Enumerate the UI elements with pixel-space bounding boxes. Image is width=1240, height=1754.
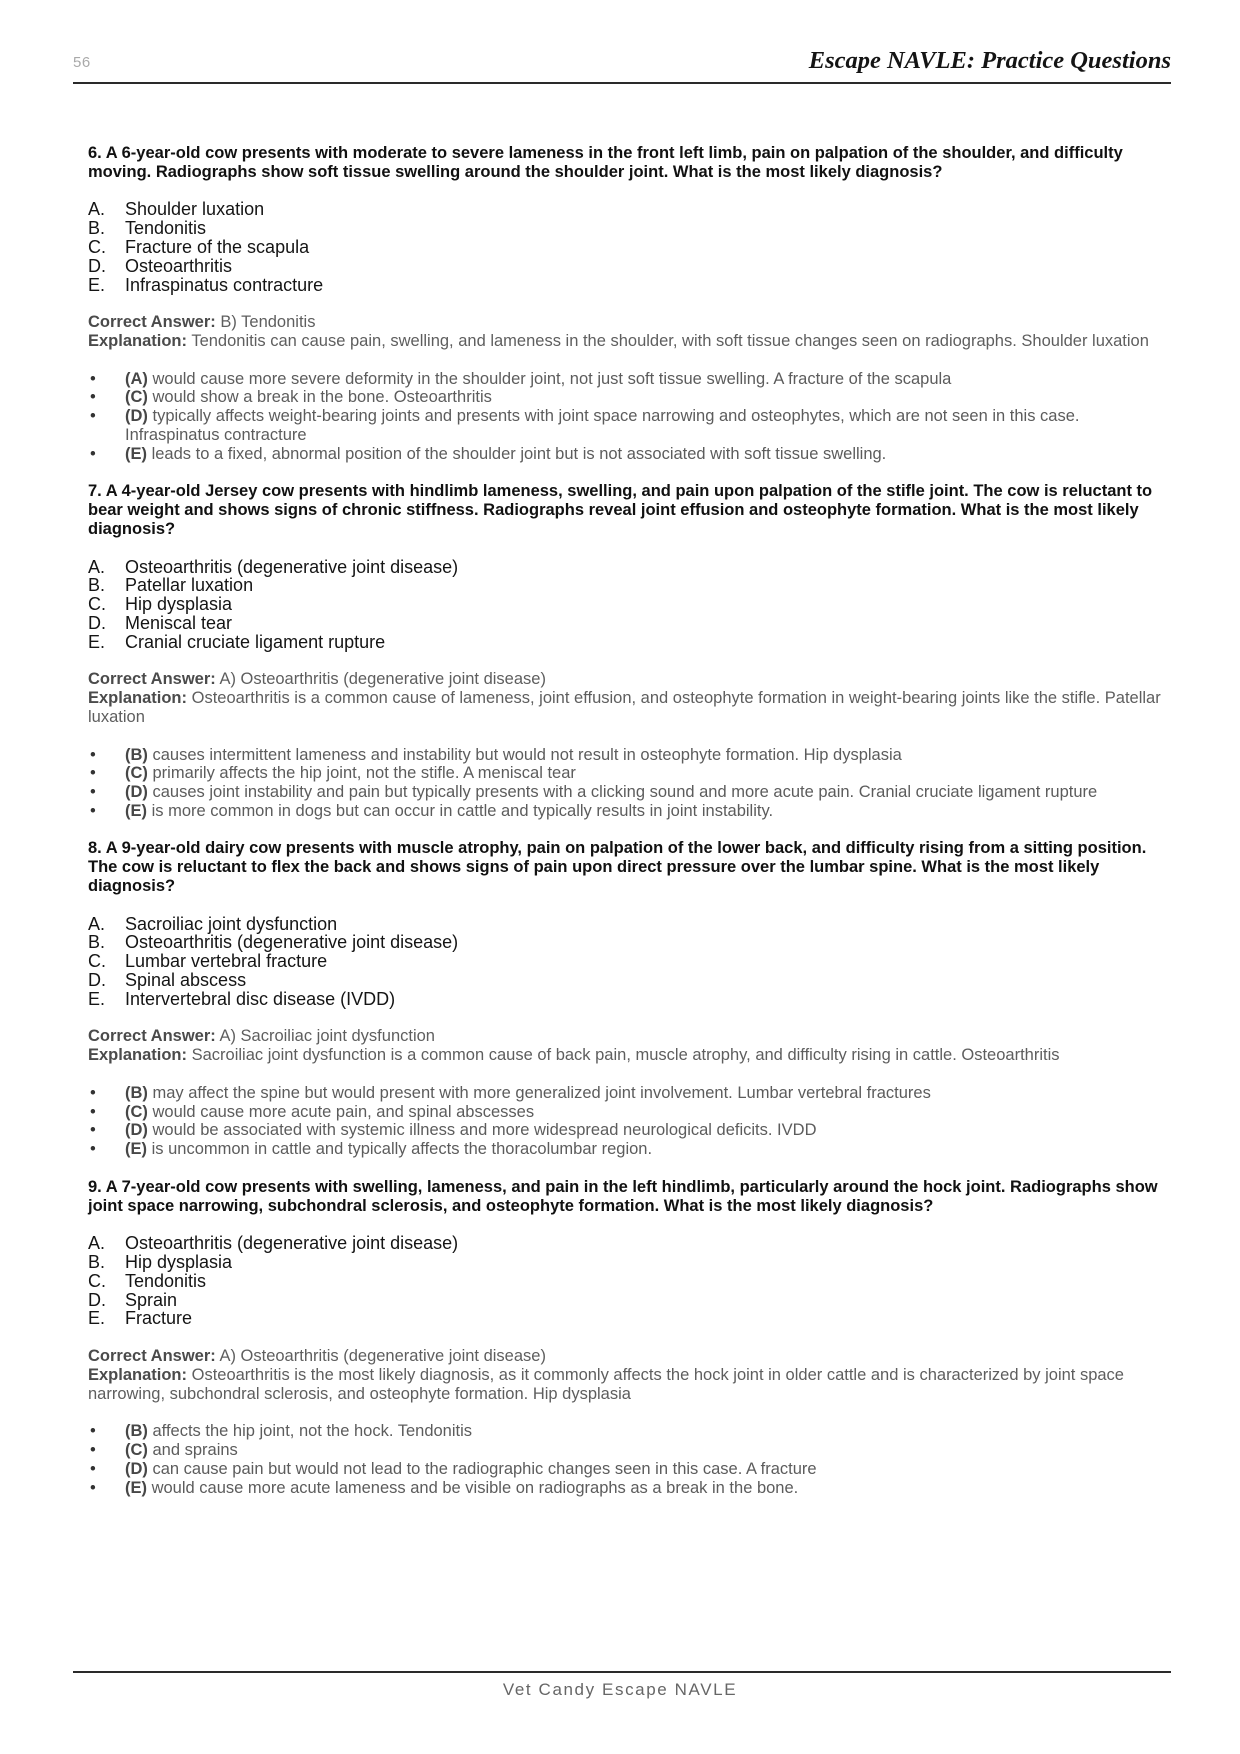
option-letter: E. [88,1308,106,1329]
option-letter: A. [88,913,106,934]
distractor-note [88,1460,1168,1479]
option-text: Osteoarthritis (degenerative joint disease) [125,1233,459,1254]
option-text: Shoulder luxation [125,199,265,220]
distractor-text: would cause more acute lameness and be visible on radiographs as a break in the bone. [151,1478,799,1497]
distractor-notes [88,370,1168,464]
correct-answer-value: A) Sacroiliac joint dysfunction [219,1027,435,1046]
distractor-key: (D) [125,407,148,426]
option-e [88,990,1168,1009]
option-text: Cranial cruciate ligament rupture [125,631,386,652]
distractor-note [88,1441,1168,1460]
footer-text: Vet Candy Escape NAVLE [502,1680,738,1699]
option-d [88,971,1168,990]
answer-options [88,200,1168,294]
option-c [88,595,1168,614]
distractor-text: would cause more acute pain, and spinal abscesses [152,1102,535,1121]
correct-answer [88,1027,1168,1046]
question-block [88,144,1168,464]
distractor-note [88,388,1168,407]
option-letter: E. [88,274,106,295]
option-b [88,576,1168,595]
distractor-text: causes intermittent lameness and instability but would not result in osteophyte formation. Hip dysplasia [152,745,902,764]
option-a [88,558,1168,577]
distractor-text: leads to a fixed, abnormal position of the shoulder joint but is not associated with soft tissue swelling. [151,444,887,463]
correct-answer-value: A) Osteoarthritis (degenerative joint disease) [219,670,546,689]
correct-answer [88,313,1168,332]
option-letter: A. [88,556,106,577]
option-letter: E. [88,631,106,652]
question-block [88,1178,1168,1498]
page-number: 56 [73,54,91,71]
distractor-text: would cause more severe deformity in the shoulder joint, not just soft tissue swelling. A fracture of the scapula [152,369,952,388]
question-block [88,839,1168,1159]
explanation [88,332,1168,351]
question-block [88,482,1168,820]
distractor-notes [88,746,1168,821]
distractor-note [88,1140,1168,1159]
distractor-text: would show a break in the bone. Osteoarthritis [152,388,492,407]
option-c [88,1272,1168,1291]
explanation-label: Explanation: [88,689,188,708]
option-a [88,200,1168,219]
distractor-key: (D) [125,1459,148,1478]
running-title: Escape NAVLE: Practice Questions [808,47,1171,74]
option-e [88,1309,1168,1328]
option-a [88,1234,1168,1253]
option-d [88,257,1168,276]
option-text: Meniscal tear [125,612,233,633]
distractor-key: (D) [125,783,148,802]
correct-answer [88,670,1168,689]
option-letter: A. [88,1233,106,1254]
answer-section [88,313,1168,351]
distractor-text: typically affects weight-bearing joints and presents with joint space narrowing and osteophytes, which are not seen in this case. Infraspinatus contracture [125,407,1080,444]
option-text: Tendonitis [125,1270,207,1291]
page-content [88,144,1168,1516]
option-letter: C. [88,594,106,615]
distractor-key: (C) [125,764,148,783]
option-text: Sprain [125,1289,178,1310]
header-divider [73,82,1171,84]
option-text: Intervertebral disc disease (IVDD) [125,988,396,1009]
answer-options [88,558,1168,652]
option-text: Infraspinatus contracture [125,274,324,295]
distractor-text: affects the hip joint, not the hock. Tendonitis [152,1422,473,1441]
option-e [88,633,1168,652]
distractor-key: (E) [125,801,147,820]
option-text: Osteoarthritis (degenerative joint disease) [125,556,459,577]
option-text: Osteoarthritis [125,255,233,276]
distractor-text: causes joint instability and pain but typically presents with a clicking sound and more acute pain. Cranial cruciate ligament rupture [152,783,1098,802]
answer-options [88,915,1168,1009]
option-letter: B. [88,1252,106,1273]
option-letter: E. [88,988,106,1009]
distractor-note [88,445,1168,464]
option-text: Lumbar vertebral fracture [125,951,328,972]
option-text: Fracture [125,1308,193,1329]
distractor-note [88,764,1168,783]
option-text: Hip dysplasia [125,594,233,615]
option-b [88,1253,1168,1272]
explanation-label: Explanation: [88,331,188,350]
distractor-text: may affect the spine but would present with more generalized joint involvement. Lumbar vertebral fractures [152,1083,931,1102]
distractor-key: (C) [125,388,148,407]
explanation-text: Tendonitis can cause pain, swelling, and lameness in the shoulder, with soft tissue changes seen on radiographs. Shoulder luxation [191,331,1149,350]
correct-answer-label: Correct Answer: [88,670,216,689]
distractor-text: primarily affects the hip joint, not the stifle. A meniscal tear [152,764,576,783]
explanation-label: Explanation: [88,1046,188,1065]
option-letter: B. [88,932,106,953]
distractor-note [88,1422,1168,1441]
distractor-key: (E) [125,444,147,463]
distractor-note [88,746,1168,765]
distractor-key: (D) [125,1121,148,1140]
distractor-key: (E) [125,1478,147,1497]
distractor-key: (B) [125,745,148,764]
option-text: Hip dysplasia [125,1252,233,1273]
option-letter: D. [88,255,106,276]
option-b [88,933,1168,952]
option-b [88,219,1168,238]
correct-answer-label: Correct Answer: [88,313,216,332]
question-text: 9. A 7-year-old cow presents with swelling, lameness, and pain in the left hindlimb, particularly around the hock joint. Radiographs show joint space narrowing, subchondral sclerosis, and osteophyte formation. What is the most likely diagnosis? [88,1177,1158,1215]
option-letter: A. [88,199,106,220]
distractor-text: is more common in dogs but can occur in cattle and typically results in joint instability. [151,801,774,820]
option-letter: D. [88,970,106,991]
correct-answer-value: B) Tendonitis [220,313,316,332]
distractor-key: (B) [125,1422,148,1441]
question-text: 8. A 9-year-old dairy cow presents with muscle atrophy, pain on palpation of the lower back, and difficulty rising from a sitting position. The cow is reluctant to flex the back and shows signs of pain upon direct pressure over the lumbar spine. What is the most likely diagnosis? [88,839,1147,896]
option-letter: D. [88,1289,106,1310]
option-text: Fracture of the scapula [125,236,310,257]
distractor-notes [88,1084,1168,1159]
option-d [88,1291,1168,1310]
option-text: Osteoarthritis (degenerative joint disease) [125,932,459,953]
correct-answer-label: Correct Answer: [88,1347,216,1365]
option-letter: C. [88,1270,106,1291]
distractor-text: and sprains [152,1440,238,1459]
correct-answer-value: A) Osteoarthritis (degenerative joint disease) [219,1347,546,1365]
distractor-text: can cause pain but would not lead to the radiographic changes seen in this case. A fracture [152,1459,817,1478]
option-e [88,276,1168,295]
footer-divider [73,1671,1171,1673]
distractor-note [88,1084,1168,1103]
explanation [88,689,1168,727]
explanation-text: Osteoarthritis is a common cause of lameness, joint effusion, and osteophyte formation in weight-bearing joints like the stifle. Patellar luxation [88,689,1161,726]
correct-answer [88,1347,1168,1366]
explanation-label: Explanation: [88,1365,188,1384]
explanation [88,1046,1168,1065]
answer-section [88,1027,1168,1065]
distractor-note [88,407,1168,445]
option-d [88,614,1168,633]
option-text: Patellar luxation [125,575,254,596]
option-letter: B. [88,575,106,596]
option-c [88,952,1168,971]
distractor-text: is uncommon in cattle and typically affects the thoracolumbar region. [151,1140,653,1159]
distractor-note [88,1479,1168,1498]
distractor-note [88,1103,1168,1122]
option-a [88,915,1168,934]
option-c [88,238,1168,257]
distractor-key: (B) [125,1083,148,1102]
option-text: Tendonitis [125,218,207,239]
option-text: Sacroiliac joint dysfunction [125,913,338,934]
distractor-note [88,783,1168,802]
distractor-text: would be associated with systemic illness and more widespread neurological deficits. IVDD [152,1121,817,1140]
answer-section [88,1347,1168,1403]
distractor-key: (E) [125,1140,147,1159]
distractor-note [88,370,1168,389]
distractor-notes [88,1422,1168,1497]
question-text: 6. A 6-year-old cow presents with moderate to severe lameness in the front left limb, pain on palpation of the shoulder, and difficulty moving. Radiographs show soft tissue swelling around the shoulder joint. What is the most likely diagnosis? [88,144,1123,181]
option-letter: B. [88,218,106,239]
option-letter: D. [88,612,106,633]
question-text: 7. A 4-year-old Jersey cow presents with hindlimb lameness, swelling, and pain upon palpation of the stifle joint. The cow is reluctant to bear weight and shows signs of chronic stiffness. Radiographs reveal joint effusion and osteophyte formation. What is the most likely diagnosis? [88,482,1153,538]
distractor-note [88,1121,1168,1140]
explanation-text: Osteoarthritis is the most likely diagnosis, as it commonly affects the hock joint in older cattle and is characterized by joint space narrowing, subchondral sclerosis, and osteophyte formation. Hip dysplasia [88,1365,1124,1403]
answer-section [88,670,1168,726]
option-text: Spinal abscess [125,970,247,991]
distractor-note [88,802,1168,821]
distractor-key: (C) [125,1102,148,1121]
answer-options [88,1234,1168,1328]
explanation-text: Sacroiliac joint dysfunction is a common cause of back pain, muscle atrophy, and difficulty rising in cattle. Osteoarthritis [191,1046,1060,1065]
correct-answer-label: Correct Answer: [88,1027,216,1046]
distractor-key: (C) [125,1440,148,1459]
option-letter: C. [88,236,106,257]
explanation [88,1366,1168,1404]
option-letter: C. [88,951,106,972]
distractor-key: (A) [125,369,148,388]
